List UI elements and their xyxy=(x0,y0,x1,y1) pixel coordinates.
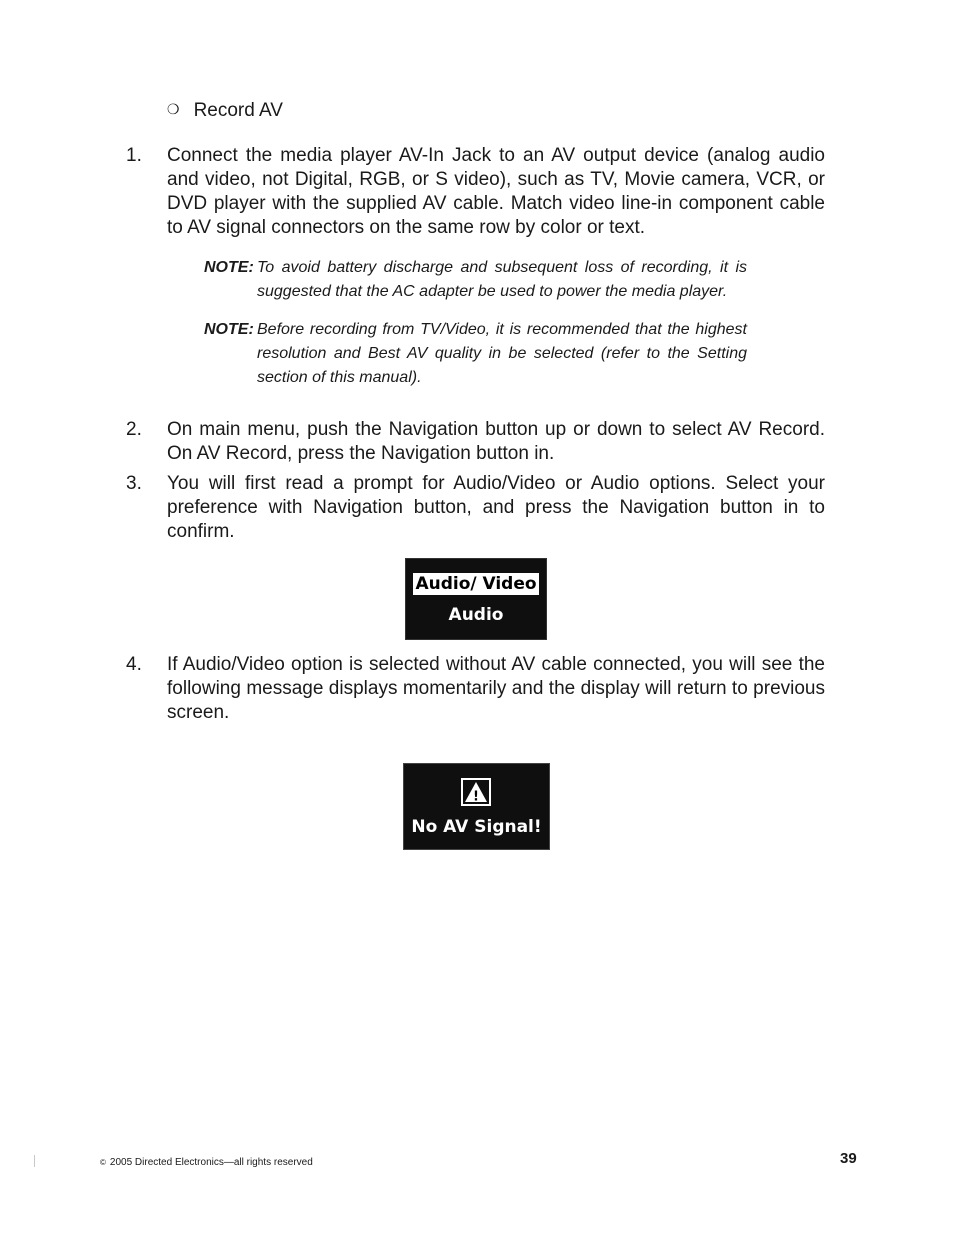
option-audio-video-selected: Audio/ Video xyxy=(413,573,539,595)
step-text: Connect the media player AV-In Jack to an AV output device (analog audio and video, not Digital, RGB, or S video), such as TV, Movie camera, VCR, or DVD player with the supplied AV cable. Match video line-in component cable to AV signal connectors on the same row by color or text. xyxy=(167,145,825,238)
step-3 xyxy=(126,472,825,544)
step-number: 3. xyxy=(126,473,142,494)
no-av-signal-message: No AV Signal! xyxy=(411,817,542,837)
step-number: 1. xyxy=(126,145,142,166)
step-1 xyxy=(126,144,825,240)
bullet-record-av xyxy=(167,97,283,123)
step-text: On main menu, push the Navigation button up or down to select AV Record. On AV Record, press the Navigation button in. xyxy=(167,419,825,464)
note-text: Before recording from TV/Video, it is recommended that the highest resolution and Best AV quality in be selected (refer to the Setting section of this manual). xyxy=(257,321,747,386)
note-text: To avoid battery discharge and subsequent loss of recording, it is suggested that the AC adapter be used to power the media player. xyxy=(257,259,747,300)
step-text: If Audio/Video option is selected without AV cable connected, you will see the following message displays momentarily and the display will return to previous screen. xyxy=(167,654,825,723)
note-label: NOTE: xyxy=(204,321,254,338)
bullet-text: Record AV xyxy=(193,100,283,121)
warning-triangle-icon xyxy=(461,778,491,806)
page-number: 39 xyxy=(840,1150,857,1167)
step-number: 2. xyxy=(126,419,142,440)
circle-bullet-icon: ❍ xyxy=(167,101,180,117)
copyright-symbol: © xyxy=(100,1158,106,1167)
copyright-text: 2005 Directed Electronics—all rights reserved xyxy=(109,1157,313,1168)
note-battery xyxy=(204,256,747,304)
footer-rule xyxy=(34,1155,35,1167)
step-number: 4. xyxy=(126,654,142,675)
option-audio: Audio xyxy=(448,605,504,625)
step-2 xyxy=(126,418,825,466)
note-label: NOTE: xyxy=(204,259,254,276)
footer-copyright xyxy=(100,1157,313,1169)
step-text: You will first read a prompt for Audio/Video or Audio options. Select your preference with Navigation button, and press the Navigation button in to confirm. xyxy=(167,473,825,542)
warning-symbol: ! xyxy=(473,789,479,805)
note-resolution xyxy=(204,318,747,390)
no-av-signal-screenshot xyxy=(403,763,550,850)
step-4 xyxy=(126,653,825,725)
audio-video-options-screenshot xyxy=(405,558,547,640)
